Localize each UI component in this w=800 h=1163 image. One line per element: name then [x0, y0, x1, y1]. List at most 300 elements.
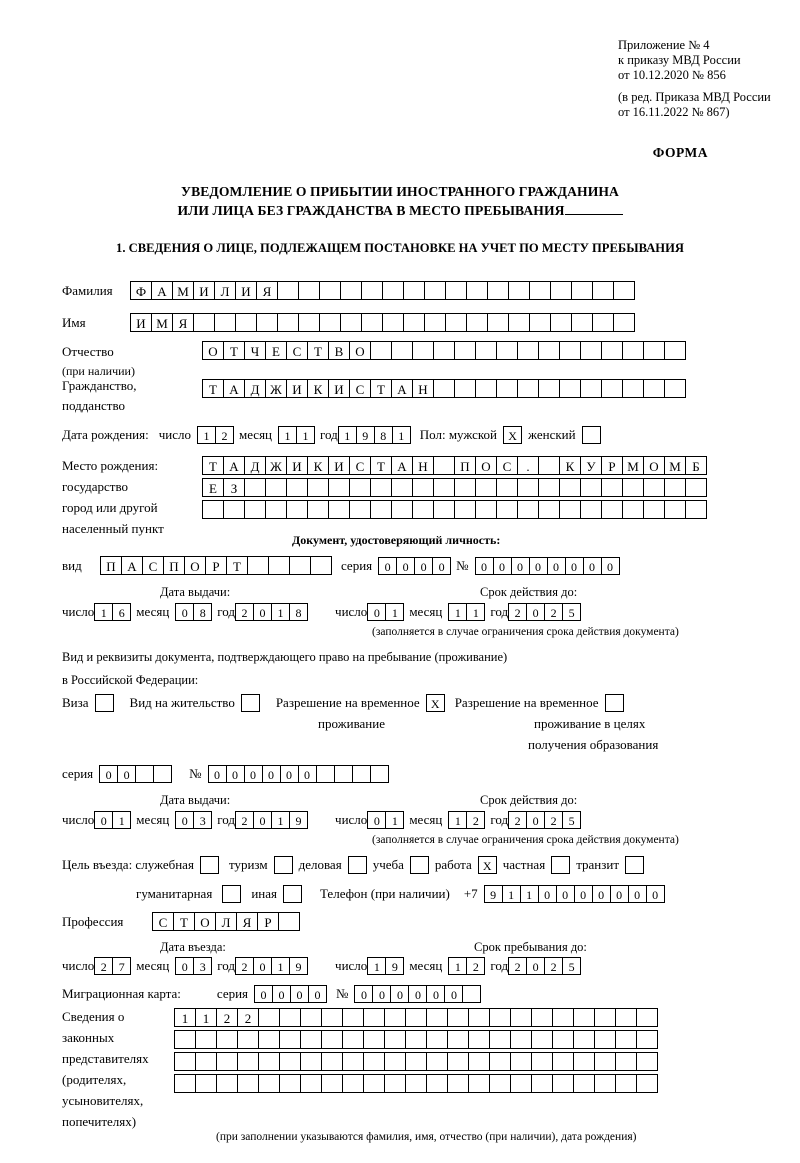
- cell[interactable]: [580, 478, 602, 497]
- cell[interactable]: [426, 1052, 448, 1071]
- birth-year-input[interactable]: [338, 426, 410, 444]
- cell[interactable]: 2: [508, 811, 527, 829]
- doc-type-input[interactable]: [100, 556, 331, 575]
- cell[interactable]: Е: [202, 478, 224, 497]
- cell[interactable]: [517, 341, 539, 360]
- cell[interactable]: [235, 313, 257, 332]
- cell[interactable]: 0: [244, 765, 263, 783]
- cell[interactable]: [342, 1052, 364, 1071]
- cell[interactable]: 9: [484, 885, 503, 903]
- stay-series-input[interactable]: [99, 765, 171, 783]
- cell[interactable]: Я: [236, 912, 258, 931]
- cell[interactable]: 1: [112, 811, 131, 829]
- cell[interactable]: [496, 341, 518, 360]
- valid-year-input[interactable]: [508, 603, 580, 621]
- cell[interactable]: [538, 341, 560, 360]
- cell[interactable]: [174, 1030, 196, 1049]
- cell[interactable]: 0: [226, 765, 245, 783]
- cell[interactable]: [195, 1030, 217, 1049]
- cell[interactable]: [361, 281, 383, 300]
- purpose-business-checkbox[interactable]: [348, 856, 367, 874]
- cell[interactable]: [636, 1052, 658, 1071]
- cell[interactable]: Д: [244, 379, 266, 398]
- cell[interactable]: 1: [448, 811, 467, 829]
- name-input[interactable]: [130, 313, 634, 332]
- cell[interactable]: 5: [562, 603, 581, 621]
- cell[interactable]: [517, 478, 539, 497]
- cell[interactable]: И: [193, 281, 215, 300]
- cell[interactable]: [363, 1008, 385, 1027]
- issue-month-input[interactable]: [175, 603, 211, 621]
- cell[interactable]: [462, 985, 481, 1003]
- cell[interactable]: 1: [278, 426, 297, 444]
- cell[interactable]: [601, 341, 623, 360]
- cell[interactable]: [643, 500, 665, 519]
- cell[interactable]: [412, 500, 434, 519]
- cell[interactable]: 0: [526, 811, 545, 829]
- birth-day-input[interactable]: [197, 426, 233, 444]
- cell[interactable]: [265, 500, 287, 519]
- surname-input[interactable]: [130, 281, 634, 300]
- cell[interactable]: Т: [370, 456, 392, 475]
- cell[interactable]: [412, 341, 434, 360]
- cell[interactable]: [613, 281, 635, 300]
- cell[interactable]: [433, 379, 455, 398]
- cell[interactable]: [237, 1052, 259, 1071]
- cell[interactable]: 0: [538, 885, 557, 903]
- cell[interactable]: А: [223, 379, 245, 398]
- purpose-work-checkbox[interactable]: X: [478, 856, 497, 874]
- cell[interactable]: [244, 478, 266, 497]
- stay-issue-year-input[interactable]: [235, 811, 307, 829]
- cell[interactable]: П: [100, 556, 122, 575]
- cell[interactable]: [580, 341, 602, 360]
- cell[interactable]: 2: [466, 811, 485, 829]
- cell[interactable]: [384, 1030, 406, 1049]
- cell[interactable]: А: [391, 456, 413, 475]
- cell[interactable]: 9: [289, 811, 308, 829]
- cell[interactable]: 1: [392, 426, 411, 444]
- edu-residence-checkbox[interactable]: [605, 694, 624, 712]
- cell[interactable]: [328, 500, 350, 519]
- cell[interactable]: [496, 379, 518, 398]
- cell[interactable]: [363, 1052, 385, 1071]
- cell[interactable]: А: [121, 556, 143, 575]
- cell[interactable]: [384, 1052, 406, 1071]
- cell[interactable]: [594, 1052, 616, 1071]
- cell[interactable]: [258, 1074, 280, 1093]
- cell[interactable]: [475, 478, 497, 497]
- cell[interactable]: [447, 1030, 469, 1049]
- issue-year-input[interactable]: [235, 603, 307, 621]
- cell[interactable]: [531, 1074, 553, 1093]
- cell[interactable]: [489, 1030, 511, 1049]
- cell[interactable]: 0: [511, 557, 530, 575]
- cell[interactable]: [300, 1074, 322, 1093]
- cell[interactable]: 0: [253, 957, 272, 975]
- cell[interactable]: 0: [628, 885, 647, 903]
- cell[interactable]: 0: [378, 557, 397, 575]
- cell[interactable]: 0: [262, 765, 281, 783]
- cell[interactable]: [237, 1030, 259, 1049]
- stay-issue-month-input[interactable]: [175, 811, 211, 829]
- birthplace-city-input[interactable]: [202, 478, 706, 497]
- cell[interactable]: [454, 379, 476, 398]
- cell[interactable]: Б: [685, 456, 707, 475]
- cell[interactable]: Е: [265, 341, 287, 360]
- cell[interactable]: [573, 1008, 595, 1027]
- cell[interactable]: [216, 1052, 238, 1071]
- doc-number-input[interactable]: [475, 557, 619, 575]
- cell[interactable]: [466, 281, 488, 300]
- cell[interactable]: 8: [289, 603, 308, 621]
- cell[interactable]: [592, 281, 614, 300]
- cell[interactable]: [636, 1074, 658, 1093]
- cell[interactable]: [622, 341, 644, 360]
- cell[interactable]: Л: [215, 912, 237, 931]
- cell[interactable]: [195, 1074, 217, 1093]
- cell[interactable]: П: [163, 556, 185, 575]
- cell[interactable]: 0: [308, 985, 327, 1003]
- cell[interactable]: И: [286, 456, 308, 475]
- cell[interactable]: 9: [356, 426, 375, 444]
- entry-month-input[interactable]: [175, 957, 211, 975]
- cell[interactable]: [342, 1030, 364, 1049]
- cell[interactable]: [580, 500, 602, 519]
- birthplace-country-input[interactable]: [202, 456, 706, 475]
- stay-valid-year-input[interactable]: [508, 811, 580, 829]
- cell[interactable]: [412, 478, 434, 497]
- cell[interactable]: [664, 500, 686, 519]
- cell[interactable]: 1: [94, 603, 113, 621]
- cell[interactable]: С: [496, 456, 518, 475]
- cell[interactable]: [468, 1008, 490, 1027]
- entry-year-input[interactable]: [235, 957, 307, 975]
- cell[interactable]: 0: [367, 603, 386, 621]
- cell[interactable]: [592, 313, 614, 332]
- cell[interactable]: Н: [412, 379, 434, 398]
- cell[interactable]: Т: [370, 379, 392, 398]
- cell[interactable]: [363, 1030, 385, 1049]
- cell[interactable]: [349, 478, 371, 497]
- cell[interactable]: В: [328, 341, 350, 360]
- purpose-other-checkbox[interactable]: [283, 885, 302, 903]
- cell[interactable]: [340, 313, 362, 332]
- cell[interactable]: [489, 1074, 511, 1093]
- cell[interactable]: Д: [244, 456, 266, 475]
- cell[interactable]: 1: [448, 603, 467, 621]
- migration-number-input[interactable]: [354, 985, 480, 1003]
- cell[interactable]: 0: [94, 811, 113, 829]
- cell[interactable]: 0: [208, 765, 227, 783]
- cell[interactable]: 2: [235, 603, 254, 621]
- cell[interactable]: [328, 478, 350, 497]
- cell[interactable]: К: [307, 456, 329, 475]
- cell[interactable]: [468, 1074, 490, 1093]
- cell[interactable]: А: [223, 456, 245, 475]
- cell[interactable]: 1: [296, 426, 315, 444]
- cell[interactable]: [508, 281, 530, 300]
- cell[interactable]: 2: [235, 811, 254, 829]
- cell[interactable]: [571, 281, 593, 300]
- cell[interactable]: 0: [175, 957, 194, 975]
- cell[interactable]: 1: [367, 957, 386, 975]
- cell[interactable]: К: [559, 456, 581, 475]
- cell[interactable]: 1: [338, 426, 357, 444]
- cell[interactable]: [517, 379, 539, 398]
- cell[interactable]: [277, 313, 299, 332]
- cell[interactable]: С: [349, 379, 371, 398]
- cell[interactable]: 2: [466, 957, 485, 975]
- cell[interactable]: 2: [544, 603, 563, 621]
- cell[interactable]: [489, 1052, 511, 1071]
- cell[interactable]: [321, 1008, 343, 1027]
- cell[interactable]: [405, 1074, 427, 1093]
- cell[interactable]: [363, 1074, 385, 1093]
- cell[interactable]: [615, 1008, 637, 1027]
- cell[interactable]: [643, 478, 665, 497]
- cell[interactable]: [615, 1052, 637, 1071]
- residence-permit-checkbox[interactable]: [241, 694, 260, 712]
- profession-input[interactable]: [152, 912, 299, 931]
- cell[interactable]: [445, 281, 467, 300]
- cell[interactable]: [552, 1030, 574, 1049]
- cell[interactable]: О: [184, 556, 206, 575]
- cell[interactable]: [319, 281, 341, 300]
- cell[interactable]: [214, 313, 236, 332]
- cell[interactable]: Р: [601, 456, 623, 475]
- cell[interactable]: [643, 379, 665, 398]
- cell[interactable]: И: [328, 379, 350, 398]
- cell[interactable]: 7: [112, 957, 131, 975]
- cell[interactable]: [433, 456, 455, 475]
- cell[interactable]: [552, 1008, 574, 1027]
- cell[interactable]: [307, 500, 329, 519]
- cell[interactable]: 1: [385, 603, 404, 621]
- cell[interactable]: М: [151, 313, 173, 332]
- birth-month-input[interactable]: [278, 426, 314, 444]
- cell[interactable]: Р: [205, 556, 227, 575]
- cell[interactable]: [370, 341, 392, 360]
- cell[interactable]: [382, 281, 404, 300]
- cell[interactable]: [594, 1030, 616, 1049]
- cell[interactable]: 0: [280, 765, 299, 783]
- cell[interactable]: 0: [290, 985, 309, 1003]
- legal-rep-input-3[interactable]: [174, 1052, 657, 1071]
- cell[interactable]: [531, 1030, 553, 1049]
- cell[interactable]: [529, 281, 551, 300]
- sex-female-checkbox[interactable]: [582, 426, 601, 444]
- cell[interactable]: [454, 341, 476, 360]
- cell[interactable]: 2: [215, 426, 234, 444]
- cell[interactable]: [310, 556, 332, 575]
- cell[interactable]: 1: [520, 885, 539, 903]
- cell[interactable]: [135, 765, 154, 783]
- cell[interactable]: 3: [193, 957, 212, 975]
- legal-rep-input-4[interactable]: [174, 1074, 657, 1093]
- cell[interactable]: [466, 313, 488, 332]
- cell[interactable]: [202, 500, 224, 519]
- cell[interactable]: Р: [257, 912, 279, 931]
- cell[interactable]: [384, 1074, 406, 1093]
- cell[interactable]: 1: [271, 811, 290, 829]
- phone-input[interactable]: [484, 885, 664, 903]
- cell[interactable]: 0: [390, 985, 409, 1003]
- cell[interactable]: 0: [526, 603, 545, 621]
- cell[interactable]: [559, 379, 581, 398]
- cell[interactable]: О: [643, 456, 665, 475]
- cell[interactable]: [286, 478, 308, 497]
- cell[interactable]: 0: [574, 885, 593, 903]
- cell[interactable]: А: [391, 379, 413, 398]
- stay-number-input[interactable]: [208, 765, 388, 783]
- cell[interactable]: [580, 379, 602, 398]
- cell[interactable]: 9: [289, 957, 308, 975]
- cell[interactable]: [195, 1052, 217, 1071]
- cell[interactable]: [382, 313, 404, 332]
- stay-until-year-input[interactable]: [508, 957, 580, 975]
- cell[interactable]: [391, 478, 413, 497]
- cell[interactable]: [445, 313, 467, 332]
- cell[interactable]: [279, 1030, 301, 1049]
- cell[interactable]: [613, 313, 635, 332]
- cell[interactable]: 0: [547, 557, 566, 575]
- cell[interactable]: О: [194, 912, 216, 931]
- cell[interactable]: [433, 500, 455, 519]
- cell[interactable]: [258, 1008, 280, 1027]
- cell[interactable]: А: [151, 281, 173, 300]
- cell[interactable]: [370, 765, 389, 783]
- cell[interactable]: 0: [272, 985, 291, 1003]
- cell[interactable]: 0: [475, 557, 494, 575]
- cell[interactable]: Т: [226, 556, 248, 575]
- cell[interactable]: 2: [508, 603, 527, 621]
- cell[interactable]: [391, 500, 413, 519]
- cell[interactable]: [510, 1030, 532, 1049]
- entry-day-input[interactable]: [94, 957, 130, 975]
- cell[interactable]: 8: [193, 603, 212, 621]
- cell[interactable]: С: [349, 456, 371, 475]
- cell[interactable]: [601, 500, 623, 519]
- cell[interactable]: 5: [562, 957, 581, 975]
- cell[interactable]: [334, 765, 353, 783]
- cell[interactable]: [424, 313, 446, 332]
- cell[interactable]: С: [286, 341, 308, 360]
- cell[interactable]: У: [580, 456, 602, 475]
- cell[interactable]: 1: [448, 957, 467, 975]
- doc-series-input[interactable]: [378, 557, 450, 575]
- cell[interactable]: [265, 478, 287, 497]
- cell[interactable]: [216, 1074, 238, 1093]
- cell[interactable]: 0: [408, 985, 427, 1003]
- cell[interactable]: 0: [117, 765, 136, 783]
- cell[interactable]: [487, 313, 509, 332]
- cell[interactable]: 0: [601, 557, 620, 575]
- cell[interactable]: [223, 500, 245, 519]
- issue-day-input[interactable]: [94, 603, 130, 621]
- cell[interactable]: 0: [646, 885, 665, 903]
- legal-rep-input-2[interactable]: [174, 1030, 657, 1049]
- cell[interactable]: [279, 1074, 301, 1093]
- cell[interactable]: 0: [529, 557, 548, 575]
- cell[interactable]: [286, 500, 308, 519]
- sex-male-checkbox[interactable]: X: [503, 426, 522, 444]
- cell[interactable]: О: [349, 341, 371, 360]
- cell[interactable]: 2: [235, 957, 254, 975]
- cell[interactable]: [300, 1052, 322, 1071]
- cell[interactable]: [496, 478, 518, 497]
- cell[interactable]: 0: [432, 557, 451, 575]
- cell[interactable]: [685, 478, 707, 497]
- cell[interactable]: 8: [374, 426, 393, 444]
- cell[interactable]: К: [307, 379, 329, 398]
- cell[interactable]: И: [328, 456, 350, 475]
- cell[interactable]: 0: [253, 603, 272, 621]
- cell[interactable]: [550, 313, 572, 332]
- cell[interactable]: [403, 281, 425, 300]
- cell[interactable]: [426, 1074, 448, 1093]
- temp-residence-checkbox[interactable]: X: [426, 694, 445, 712]
- cell[interactable]: 0: [610, 885, 629, 903]
- cell[interactable]: [321, 1052, 343, 1071]
- cell[interactable]: 5: [562, 811, 581, 829]
- cell[interactable]: [300, 1008, 322, 1027]
- stay-until-day-input[interactable]: [367, 957, 403, 975]
- cell[interactable]: [340, 281, 362, 300]
- cell[interactable]: [424, 281, 446, 300]
- cell[interactable]: [475, 500, 497, 519]
- cell[interactable]: [601, 478, 623, 497]
- cell[interactable]: [193, 313, 215, 332]
- cell[interactable]: [433, 478, 455, 497]
- purpose-transit-checkbox[interactable]: [625, 856, 644, 874]
- cell[interactable]: [174, 1074, 196, 1093]
- visa-checkbox[interactable]: [95, 694, 114, 712]
- cell[interactable]: 0: [414, 557, 433, 575]
- cell[interactable]: Ж: [265, 379, 287, 398]
- purpose-study-checkbox[interactable]: [410, 856, 429, 874]
- cell[interactable]: [342, 1008, 364, 1027]
- cell[interactable]: О: [475, 456, 497, 475]
- cell[interactable]: [405, 1008, 427, 1027]
- cell[interactable]: [403, 313, 425, 332]
- cell[interactable]: [384, 1008, 406, 1027]
- cell[interactable]: 0: [254, 985, 273, 1003]
- cell[interactable]: 1: [466, 603, 485, 621]
- cell[interactable]: [552, 1074, 574, 1093]
- cell[interactable]: Я: [172, 313, 194, 332]
- cell[interactable]: 2: [94, 957, 113, 975]
- cell[interactable]: [307, 478, 329, 497]
- cell[interactable]: [475, 341, 497, 360]
- purpose-private-checkbox[interactable]: [551, 856, 570, 874]
- cell[interactable]: [664, 341, 686, 360]
- cell[interactable]: [622, 379, 644, 398]
- cell[interactable]: С: [152, 912, 174, 931]
- cell[interactable]: .: [517, 456, 539, 475]
- cell[interactable]: 2: [544, 811, 563, 829]
- purpose-service-checkbox[interactable]: [200, 856, 219, 874]
- cell[interactable]: [447, 1008, 469, 1027]
- cell[interactable]: 0: [444, 985, 463, 1003]
- cell[interactable]: [298, 281, 320, 300]
- cell[interactable]: [573, 1074, 595, 1093]
- cell[interactable]: [447, 1052, 469, 1071]
- cell[interactable]: [244, 500, 266, 519]
- cell[interactable]: П: [454, 456, 476, 475]
- cell[interactable]: [349, 500, 371, 519]
- cell[interactable]: Т: [173, 912, 195, 931]
